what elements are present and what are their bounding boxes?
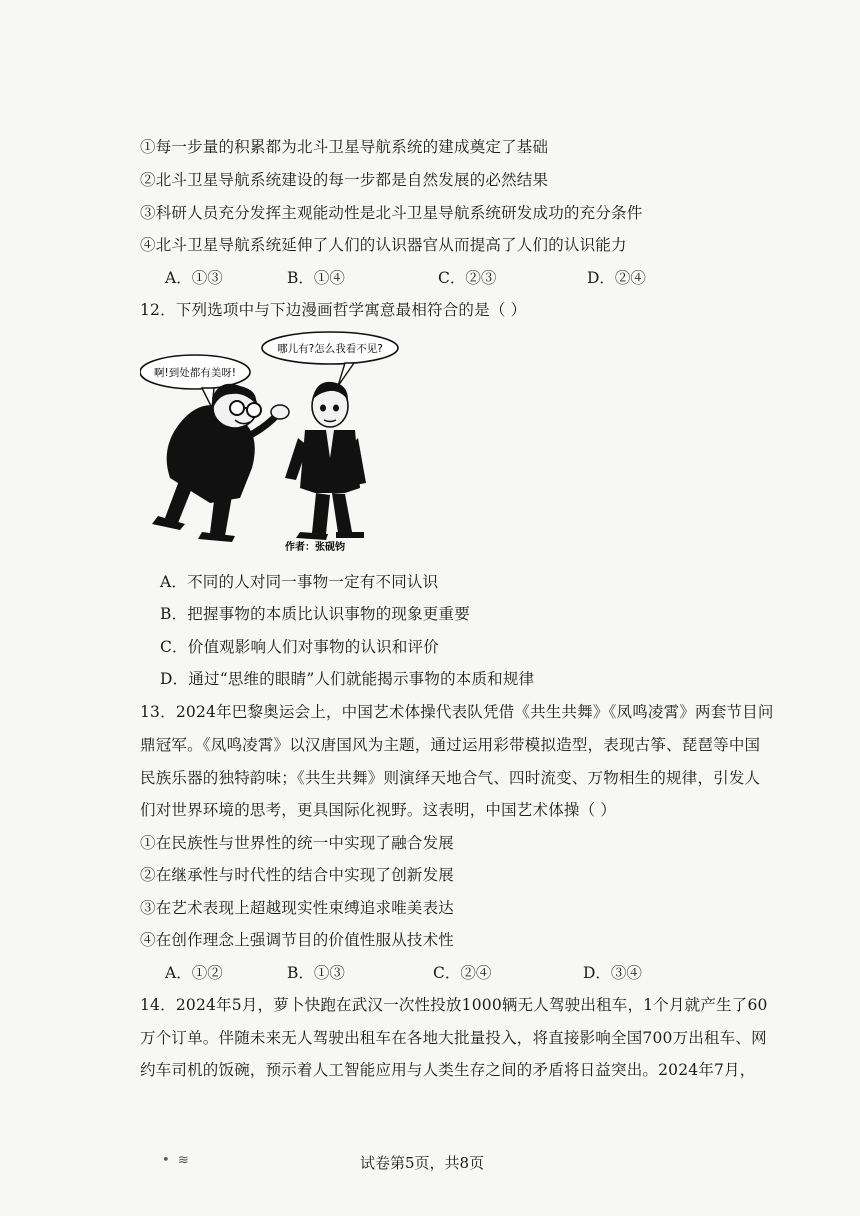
q13-stem-line-4: 们对世界环境的思考，更具国际化视野。这表明，中国艺术体操（ ）: [140, 801, 617, 819]
q14-stem-line-2: 万个订单。伴随未来无人驾驶出租车在各地大批量投入，将直接影响全国700万出租车、网: [140, 1029, 767, 1047]
bubble-left-text: 啊!到处都有美呀!: [154, 367, 236, 379]
q12-cartoon: [140, 328, 410, 556]
bubble-right-text: 哪儿有?怎么我看不见?: [277, 343, 383, 355]
q13-statement-1: ①在民族性与世界性的统一中实现了融合发展: [140, 834, 455, 852]
q13-option-b: B．①③: [287, 964, 345, 982]
q11-option-a: A．①③: [165, 269, 223, 287]
q12-option-b: B．把握事物的本质比认识事物的现象更重要: [160, 605, 470, 623]
q14-stem-line-3: 约车司机的饭碗，预示着人工智能应用与人类生存之间的矛盾将日益突出。2024年7月，: [140, 1061, 756, 1079]
q13-option-c: C．②④: [433, 964, 492, 982]
q13-stem-line-2: 鼎冠军。《凤鸣凌霄》以汉唐国风为主题，通过运用彩带模拟造型，表现古筝、琵琶等中国: [140, 736, 761, 754]
scan-smudge-icon: • ≋: [162, 1153, 189, 1168]
q13-statement-2: ②在继承性与时代性的结合中实现了创新发展: [140, 866, 455, 884]
figure-right: [285, 382, 366, 540]
q11-statement-4: ④北斗卫星导航系统延伸了人们的认识器官从而提高了人们的认识能力: [140, 236, 627, 254]
q13-stem-line-3: 民族乐器的独特韵味；《共生共舞》则演绎天地合气、四时流变、万物相生的规律，引发人: [140, 769, 761, 787]
q12-option-d: D．通过“思维的眼睛”人们就能揭示事物的本质和规律: [160, 670, 535, 688]
q12-option-a: A．不同的人对同一事物一定有不同认识: [160, 573, 439, 591]
q12-stem: 12．下列选项中与下边漫画哲学寓意最相符合的是（ ）: [140, 301, 527, 319]
q13-option-d: D．③④: [583, 964, 642, 982]
q14-stem-line-1: 14．2024年5月，萝卜快跑在武汉一次性投放1000辆无人驾驶出租车，1个月就产生了60: [140, 996, 768, 1014]
q13-option-a: A．①②: [165, 964, 223, 982]
q11-option-b: B．①④: [287, 269, 345, 287]
q11-option-d: D．②④: [587, 269, 646, 287]
q13-statement-4: ④在创作理念上强调节目的价值性服从技术性: [140, 931, 455, 949]
cartoon-author: 作者：张砚钧: [285, 542, 345, 553]
q11-statement-1: ①每一步量的积累都为北斗卫星导航系统的建成奠定了基础: [140, 138, 549, 156]
figure-left: [152, 384, 289, 542]
q11-statement-2: ②北斗卫星导航系统建设的每一步都是自然发展的必然结果: [140, 171, 549, 189]
q11-option-c: C．②③: [438, 269, 497, 287]
q13-statement-3: ③在艺术表现上超越现实性束缚追求唯美表达: [140, 899, 455, 917]
page-number: 试卷第5页，共8页: [360, 1154, 485, 1172]
q12-option-c: C．价值观影响人们对事物的认识和评价: [160, 638, 439, 656]
q11-statement-3: ③科研人员充分发挥主观能动性是北斗卫星导航系统研发成功的充分条件: [140, 204, 643, 222]
q13-stem-line-1: 13．2024年巴黎奥运会上，中国艺术体操代表队凭借《共生共舞》《凤鸣凌霄》两套节目问: [140, 703, 774, 721]
